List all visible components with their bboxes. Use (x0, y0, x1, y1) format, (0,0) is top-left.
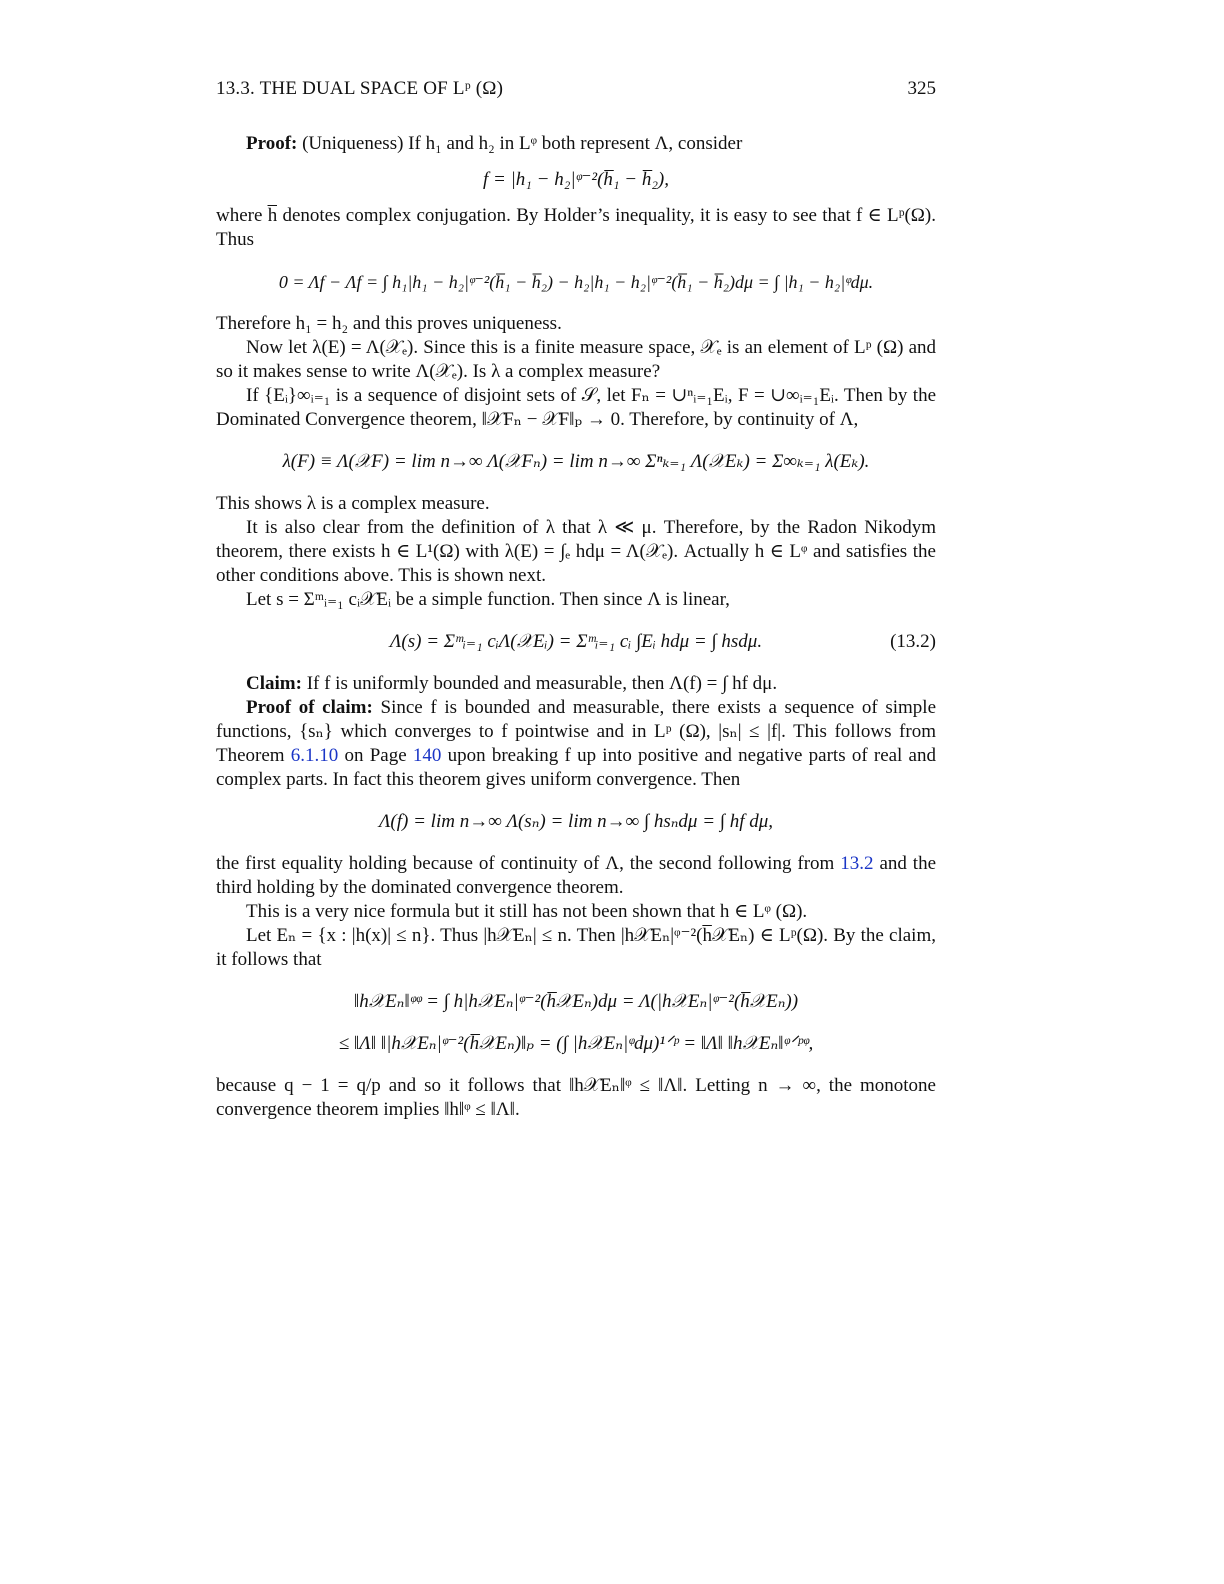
paragraph-proof (216, 132, 936, 156)
paragraph-proof-of-claim (216, 696, 936, 792)
equalities-rest: and the third holding by the dominated convergence theorem. (216, 853, 937, 898)
paragraph-lambda: Now let λ(E) = Λ(𝒳ₑ). Since this is a finite measure space, 𝒳ₑ is an element of Lᵖ (Ω) and so it makes sense to write Λ(𝒳ₑ). Is λ a complex measure? (216, 337, 936, 382)
equation-countable-additivity: λ(F) ≡ Λ(𝒳F) = lim n→∞ Λ(𝒳Fₙ) = lim n→∞ Σⁿₖ₌₁ Λ(𝒳Eₖ) = Σ∞ₖ₌₁ λ(Eₖ). (282, 451, 870, 472)
equation-norm-q: ‖h𝒳Eₙ‖ᵠᵠ = ∫ h|h𝒳Eₙ|ᵠ⁻²(h̅𝒳Eₙ)dμ = Λ(|h𝒳Eₙ|ᵠ⁻²(h̅𝒳Eₙ)) (353, 991, 799, 1012)
claim-label: Claim: (246, 673, 302, 694)
paragraph-complex-measure: This shows λ is a complex measure. (216, 493, 490, 514)
equation-link[interactable]: 13.2 (840, 853, 874, 874)
proof-text: (Uniqueness) If h₁ and h₂ in Lᵠ both represent Λ, consider (302, 133, 743, 154)
page-body (216, 132, 936, 1122)
paragraph-disjoint: If {Eᵢ}∞ᵢ₌₁ is a sequence of disjoint sets of 𝒮, let Fₙ = ∪ⁿᵢ₌₁Eᵢ, F = ∪∞ᵢ₌₁Eᵢ. Then by the Dominated Convergence theorem, ‖𝒳Fₙ − 𝒳F‖ₚ → 0. Therefore, by continuity of Λ, (216, 385, 936, 430)
equation-inequality: ≤ ‖Λ‖ ‖|h𝒳Eₙ|ᵠ⁻²(h̅𝒳Eₙ)‖ₚ = (∫ |h𝒳Eₙ|ᵠdμ)¹ᐟᵖ = ‖Λ‖ ‖h𝒳Eₙ‖ᵠᐟᵖᵠ, (338, 1033, 814, 1054)
equalities-text: the first equality holding because of continuity of Λ, the second following from (216, 853, 835, 874)
paragraph-radon-nikodym: It is also clear from the definition of λ that λ ≪ μ. Therefore, by the Radon Nikodym theorem, there exists h ∈ L¹(Ω) with λ(E) = ∫ₑ hdμ = Λ(𝒳ₑ). Actually h ∈ Lᵠ and satisfies the other conditions above. This is shown next. (216, 517, 936, 586)
proof-of-claim-label: Proof of claim: (246, 697, 373, 718)
theorem-link[interactable]: 6.1.10 (290, 745, 339, 766)
paragraph-en: Let Eₙ = {x : |h(x)| ≤ n}. Thus |h𝒳Eₙ| ≤ n. Then |h𝒳Eₙ|ᵠ⁻²(h̅𝒳Eₙ) ∈ Lᵖ(Ω). By the claim, it follows that (216, 925, 936, 970)
paragraph-nice-formula: This is a very nice formula but it still has not been shown that h ∈ Lᵠ (Ω). (246, 901, 808, 922)
equation-limit: Λ(f) = lim n→∞ Λ(sₙ) = lim n→∞ ∫ hsₙdμ = ∫ hf dμ, (378, 811, 774, 832)
paragraph-conjugation: where h̅ denotes complex conjugation. By Holder’s inequality, it is easy to see that f ∈ Lᵖ(Ω). Thus (216, 205, 936, 250)
equation-f-definition: f = |h₁ − h₂|ᵠ⁻²(h̅₁ − h̅₂), (482, 169, 670, 190)
proof-label: Proof: (246, 133, 298, 154)
paragraph-simple-function: Let s = Σᵐᵢ₌₁ cᵢ𝒳Eᵢ be a simple function. Then since Λ is linear, (246, 589, 730, 610)
page-number: 325 (907, 78, 936, 99)
equation-13-2-body: Λ(s) = Σᵐᵢ₌₁ cᵢΛ(𝒳Eᵢ) = Σᵐᵢ₌₁ cᵢ ∫Eᵢ hdμ = ∫ hsdμ. (389, 631, 763, 652)
page-link[interactable]: 140 (412, 745, 442, 766)
paragraph-claim (216, 672, 936, 696)
equation-zero: 0 = Λf − Λf = ∫ h₁|h₁ − h₂|ᵠ⁻²(h̅₁ − h̅₂) − h₂|h₁ − h₂|ᵠ⁻²(h̅₁ − h̅₂)dμ = ∫ |h₁ − h₂|ᵠdμ. (278, 272, 874, 292)
paragraph-conclusion: because q − 1 = q/p and so it follows that ‖h𝒳Eₙ‖ᵠ ≤ ‖Λ‖. Letting n → ∞, the monotone convergence theorem implies ‖h‖ᵠ ≤ ‖Λ‖. (216, 1075, 936, 1120)
equation-13-2 (216, 630, 936, 654)
paragraph-equalities (216, 852, 936, 900)
claim-text: If f is uniformly bounded and measurable, then Λ(f) = ∫ hf dμ. (306, 673, 778, 694)
section-title: 13.3. THE DUAL SPACE OF Lᵖ (Ω) (216, 78, 504, 99)
paragraph-uniqueness: Therefore h₁ = h₂ and this proves uniqueness. (216, 313, 562, 334)
proof-of-claim-text: Since f is bounded and measurable, there exists a sequence of simple functions, {sₙ} which converges to f pointwise and in Lᵖ (Ω), |sₙ| ≤ |f|. This follows from Theorem (216, 697, 937, 766)
equation-number: (13.2) (890, 631, 936, 652)
on-page-text: on Page (344, 745, 407, 766)
proof-of-claim-rest: upon breaking f up into positive and negative parts of real and complex parts. In fact this theorem gives uniform convergence. Then (216, 745, 936, 790)
